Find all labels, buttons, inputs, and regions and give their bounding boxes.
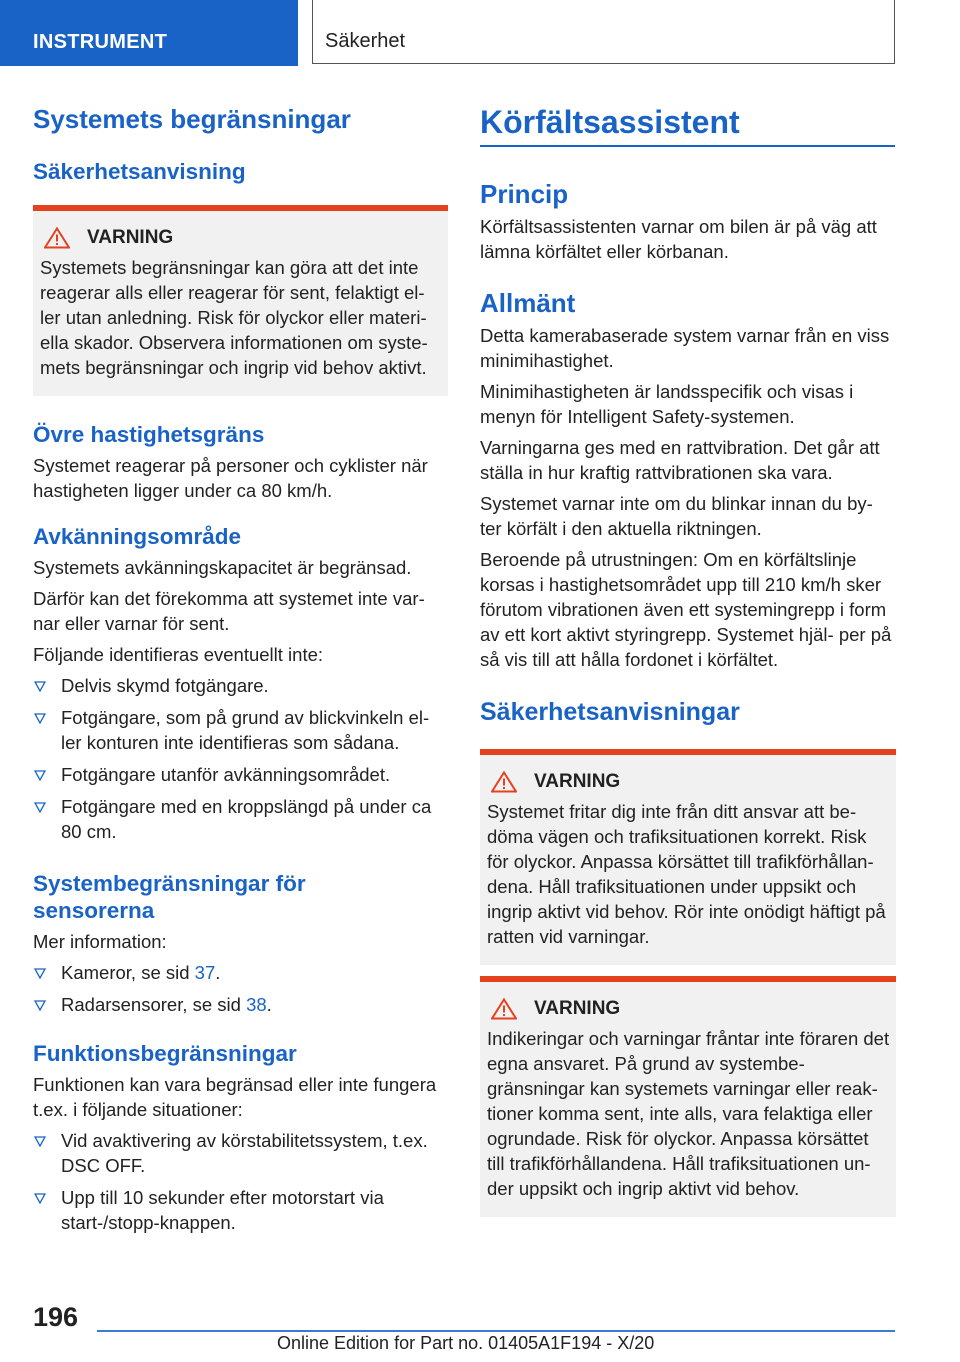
warning-triangle-icon xyxy=(491,998,517,1020)
general-text-2: Minimihastigheten är landsspecifik och visas i menyn för Intelligent Safety-systemen. xyxy=(480,381,854,427)
warning-triangle-icon xyxy=(491,771,517,793)
general-text-3: Varningarna ges med en rattvibration. Det går att ställa in hur kraftig rattvibrationen ska vara. xyxy=(480,437,880,483)
heading-general: Allmänt xyxy=(480,288,576,318)
bullet-triangle-icon xyxy=(34,1135,46,1147)
footer-divider xyxy=(97,1330,895,1332)
list-item: Fotgängare, som på grund av blickvinkeln el‐ ler konturen inte identifieras som sådana. xyxy=(33,705,448,755)
sensor-list xyxy=(33,960,448,1017)
function-limits-list xyxy=(33,1128,448,1235)
bullet-triangle-icon xyxy=(34,769,46,781)
section-tab xyxy=(0,0,298,66)
warning-box xyxy=(480,749,896,965)
warning-triangle-icon xyxy=(44,227,70,249)
title-underline xyxy=(480,145,895,147)
warning-text: Systemets begränsningar kan göra att det inte reagerar alls eller reagerar för sent, felaktigt el‐ ler utan anledning. Risk för olyckor eller materi‐ ella skador. Observera informationen om syste‐ mets begränsningar och ingrip vid behov aktivt. xyxy=(40,257,428,378)
speed-limit-text: Systemet reagerar på personer och cyklister när hastigheten ligger under ca 80 km/h. xyxy=(33,455,428,501)
bullet-triangle-icon xyxy=(34,967,46,979)
sensor-more-info: Mer information: xyxy=(33,931,167,952)
list-item: Upp till 10 sekunder efter motorstart via start-/stopp-knappen. xyxy=(33,1185,448,1235)
list-item: Fotgängare med en kroppslängd på under ca 80 cm. xyxy=(33,794,448,844)
heading-detection-range: Avkänningsområde xyxy=(33,524,241,549)
detection-text-3: Följande identifieras eventuellt inte: xyxy=(33,644,324,665)
section-title: Systemets begränsningar xyxy=(33,104,351,134)
heading-speed-limit: Övre hastighetsgräns xyxy=(33,422,265,447)
list-item: Delvis skymd fotgängare. xyxy=(33,673,448,698)
detection-text-1: Systemets avkänningskapacitet är begränsad. xyxy=(33,557,412,578)
detection-list xyxy=(33,673,448,844)
list-item: Radarsensorer, se sid 38. xyxy=(33,992,448,1017)
heading-sensor-limits: Systembegränsningar för sensorerna xyxy=(33,871,306,923)
right-column xyxy=(480,100,896,1217)
page-link-38[interactable]: 38 xyxy=(246,994,267,1015)
warning-label: VARNING xyxy=(87,227,174,248)
warning-text: Indikeringar och varningar fråntar inte föraren det egna ansvaret. På grund av systembe‐ gränsningar kan systemets varningar eller reak‐ tioner komma sent, inte alls, vara felaktiga eller ogrundade. Risk för olyckor. Anpassa körsättet till trafikförhållandena. Håll trafiksituationen un‐ der uppsikt och ingrip aktivt vid behov. xyxy=(487,1028,890,1199)
heading-principle: Princip xyxy=(480,179,569,209)
bullet-triangle-icon xyxy=(34,680,46,692)
left-column xyxy=(33,100,448,1235)
detection-text-2: Därför kan det förekomma att systemet inte var‐ nar eller varnar för sent. xyxy=(33,588,425,634)
general-text-4: Systemet varnar inte om du blinkar innan du by‐ ter körfält i den aktuella riktningen. xyxy=(480,493,873,539)
list-item: Kameror, se sid 37. xyxy=(33,960,448,985)
topic-box xyxy=(312,0,895,64)
chapter-title: Körfältsassistent xyxy=(480,104,740,140)
list-item: Fotgängare utanför avkänningsområdet. xyxy=(33,762,448,787)
subsection-heading: Säkerhetsanvisning xyxy=(33,159,246,184)
section-label: INSTRUMENT xyxy=(33,31,168,53)
bullet-triangle-icon xyxy=(34,712,46,724)
page-number: 196 xyxy=(33,1302,79,1332)
footer-edition: Online Edition for Part no. 01405A1F194 - X/20 xyxy=(277,1333,655,1353)
bullet-triangle-icon xyxy=(34,999,46,1011)
general-text-1: Detta kamerabaserade system varnar från en viss minimihastighet. xyxy=(480,325,890,371)
principle-text: Körfältsassistenten varnar om bilen är på väg att lämna körfältet eller körbanan. xyxy=(480,216,877,262)
warning-text: Systemet fritar dig inte från ditt ansvar att be‐ döma vägen och trafiksituationen korrekt. Risk för olyckor. Anpassa körsättet till trafikförhållan‐ dena. Håll trafiksituationen under uppsikt och ingrip aktivt vid behov. Rör inte onödigt häftigt på ratten vid varningar. xyxy=(487,801,886,947)
warning-label: VARNING xyxy=(534,771,621,792)
function-limits-text: Funktionen kan vara begränsad eller inte fungera t.ex. i följande situationer: xyxy=(33,1074,437,1120)
list-item: Vid avaktivering av körstabilitetssystem, t.ex. DSC OFF. xyxy=(33,1128,448,1178)
warning-label: VARNING xyxy=(534,998,621,1019)
warning-box xyxy=(480,976,896,1217)
heading-safety-notes: Säkerhetsanvisningar xyxy=(480,698,740,726)
page-link-37[interactable]: 37 xyxy=(194,962,216,983)
topic-label: Säkerhet xyxy=(325,30,406,52)
warning-box xyxy=(33,205,448,396)
bullet-triangle-icon xyxy=(34,1192,46,1204)
bullet-triangle-icon xyxy=(34,801,46,813)
general-text-5: Beroende på utrustningen: Om en körfältslinje korsas i hastighetsområdet upp till 210 km/h sker förutom vibrationen även ett systemingrepp i form av ett kort aktivt styringrepp. Systemet hjäl‐ per på så vis till att hålla fordonet i körfältet. xyxy=(480,549,892,670)
heading-function-limits: Funktionsbegränsningar xyxy=(33,1041,297,1066)
